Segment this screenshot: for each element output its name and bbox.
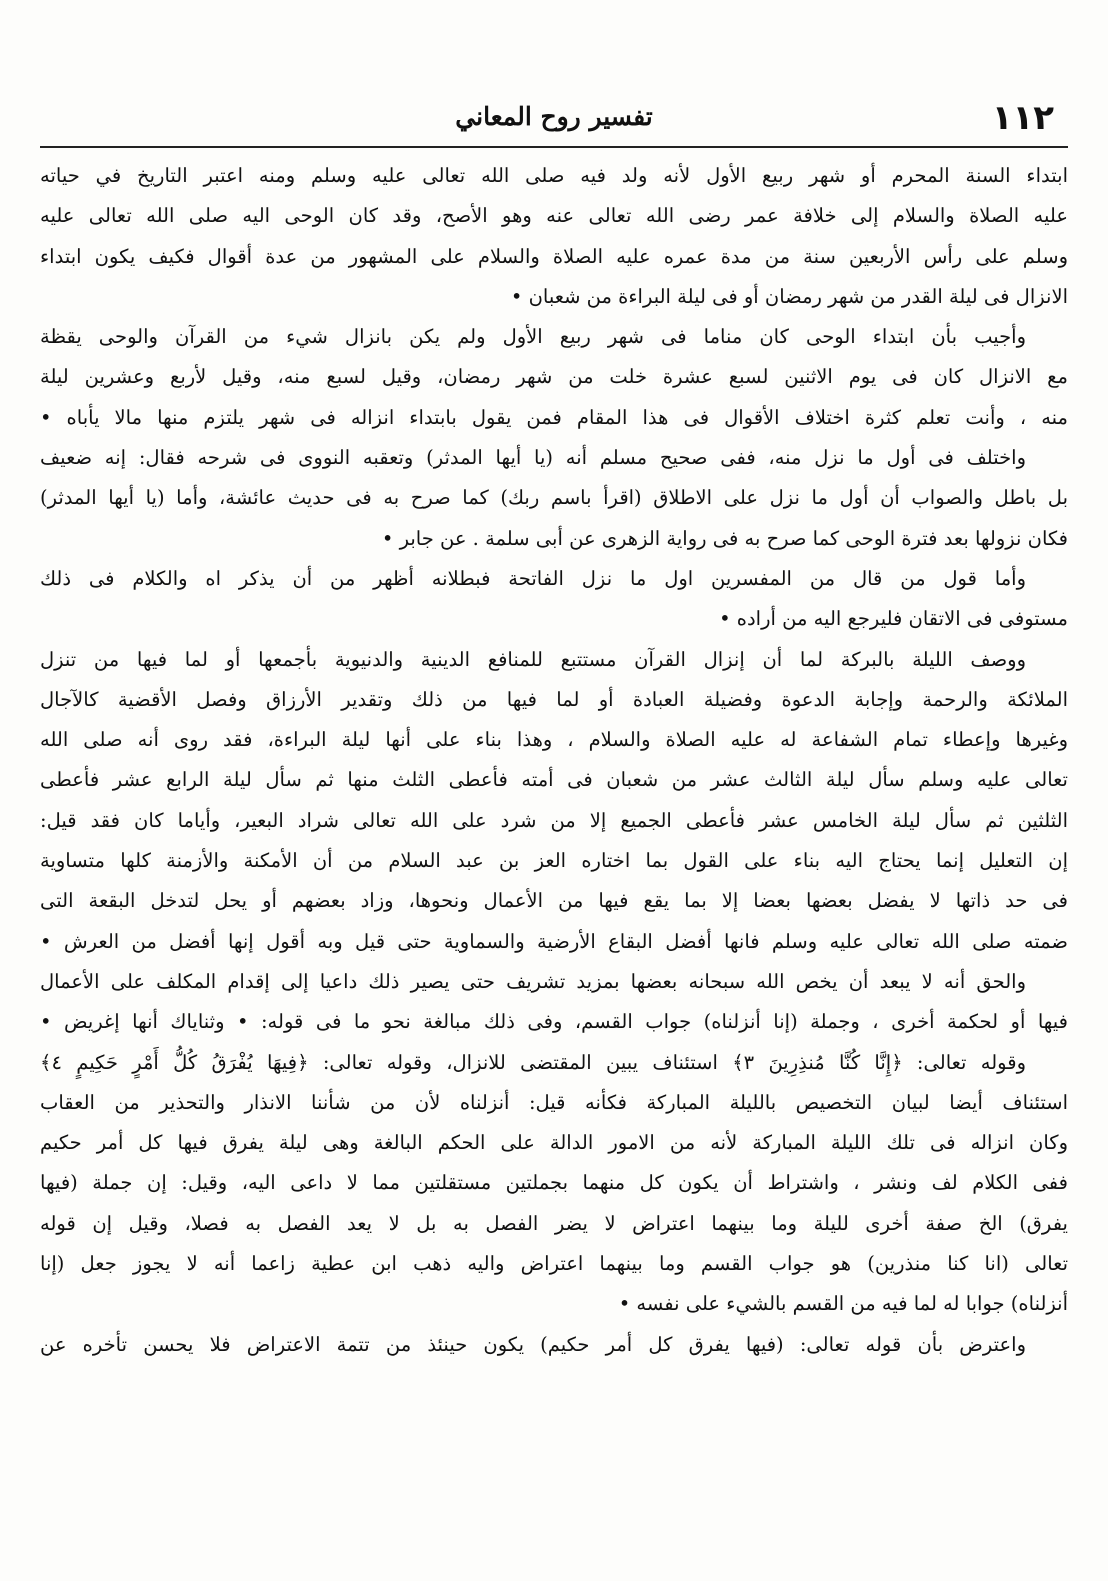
- text-line: وكان انزاله فى تلك الليلة المباركة لأنه من الامور الدالة على الحكم البالغة وهى ليلة يفرق فيها كل أمر حكيم: [40, 1131, 1068, 1155]
- text-line: الثلثين ثم سأل ليلة الخامس عشر فأعطى الجميع إلا من شرد على الله تعالى شراد البعير، وأياما كان فقد قيل:: [40, 808, 1068, 832]
- text-line: فى حد ذاتها لا يفضل بعضها بعضا إلا بما يقع فيها من الأعمال ونحوها، وزاد بعضهم أو يحل لتدخل البقعة التى: [40, 889, 1068, 913]
- header-rule: [40, 146, 1068, 148]
- body-text: [40, 156, 1068, 1365]
- text-line: تعالى عليه وسلم سأل ليلة الثالث عشر من شعبان فى أمته فأعطى الثلث منها ثم سأل ليلة الرابع عشر فأعطى: [40, 768, 1068, 792]
- text-line: ابتداء السنة المحرم أو شهر ربيع الأول لأنه ولد فيه صلى الله تعالى عليه وسلم ومنه اعتبر التاريخ في حياته: [40, 164, 1068, 187]
- text-line: ضمته صلى الله تعالى عليه وسلم فانها أفضل البقاع الأرضية والسماوية حتى قيل وبه أقول إنها أفضل من العرش •: [40, 929, 1068, 953]
- text-line: بل باطل والصواب أن أول ما نزل على الاطلاق (اقرأ باسم ربك) كما صرح به فى حديث عائشة، وأما (يا أيها المدثر): [40, 486, 1068, 510]
- page-header: [40, 96, 1068, 146]
- text-line: ففى الكلام لف ونشر ، واشتراط أن يكون كل منهما بجملتين مستقلتين مما لا داعى اليه، وقيل: إن جملة (فيها: [40, 1171, 1068, 1195]
- text-line: فكان نزولها بعد فترة الوحى كما صرح به فى رواية الزهرى عن أبى سلمة . عن جابر •: [381, 526, 1068, 550]
- text-line: وأما قول من قال من المفسرين اول ما نزل الفاتحة فبطلانه أظهر من أن يذكر اه والكلام فى ذلك: [40, 566, 1026, 590]
- page-number: ١١٢: [991, 98, 1054, 138]
- text-line: واختلف فى أول ما نزل منه، ففى صحيح مسلم أنه (يا أيها المدثر) وتعقبه النووى فى شرحه فقال: إنه ضعيف: [40, 446, 1026, 470]
- text-line: واعترض بأن قوله تعالى: (فيها يفرق كل أمر حكيم) يكون حينئذ من تتمة الاعتراض فلا يحسن تأخره عن: [40, 1332, 1026, 1356]
- text-line: مستوفى فى الاتقان فليرجع اليه من أراده •: [719, 607, 1068, 631]
- text-line: تعالى (انا كنا منذرين) هو جواب القسم وما بينهما اعتراض واليه ذهب ابن عطية زاعما أنه لا يجوز جعل (إنا: [40, 1252, 1068, 1276]
- text-line: وغيرها وإعطاء تمام الشفاعة له عليه الصلاة والسلام ، وهذا بناء على أنها ليلة البراءة، فقد روى أنه صلى الله: [40, 728, 1068, 752]
- text-line: عليه الصلاة والسلام إلى خلافة عمر رضى الله تعالى عنه وهو الأصح، وقد كان الوحى اليه صلى الله تعالى عليه: [40, 204, 1068, 228]
- text-line: أنزلناه) جوابا له لما فيه من القسم بالشيء على نفسه •: [618, 1292, 1068, 1316]
- text-line: استئناف أيضا لبيان التخصيص بالليلة المباركة فكأنه قيل: أنزلناه لأن من شأننا الانذار والتحذير من العقاب: [40, 1090, 1068, 1114]
- text-line: وسلم على رأس الأربعين سنة من مدة عمره عليه الصلاة والسلام على المشهور من عدة أقوال فكيف يكون ابتداء: [40, 244, 1068, 268]
- text-line: وقوله تعالى: ﴿إِنَّا كُنَّا مُنذِرِينَ ٣﴾ استئناف يبين المقتضى للانزال، وقوله تعالى: ﴿فِيهَا يُفْرَقُ كُلُّ أَمْرٍ حَكِيمٍ ٤﴾: [40, 1050, 1026, 1074]
- text-line: منه ، وأنت تعلم كثرة اختلاف الأقوال فى هذا المقام فمن يقول بابتداء انزاله فى شهر يلتزم منها مالا يأباه •: [40, 405, 1068, 429]
- text-line: إن التعليل إنما يحتاج اليه بناء على القول بما اختاره العز بن عبد السلام من أن الأمكنة والأزمنة كلها متساوية: [40, 849, 1068, 873]
- text-line: ووصف الليلة بالبركة لما أن إنزال القرآن مستتبع للمنافع الدينية والدنيوية بأجمعها أو لما فيها من تنزل: [40, 647, 1026, 671]
- text-line: والحق أنه لا يبعد أن يخص الله سبحانه بعضها بمزيد تشريف حتى يصير ذلك داعيا إلى إقدام المكلف على الأعمال: [40, 969, 1027, 993]
- text-line: الملائكة والرحمة وإجابة الدعوة وفضيلة العبادة أو لما فيها من ذلك وتقدير الأرزاق وفصل الأقضية كالآجال: [40, 687, 1068, 711]
- text-line: مع الانزال كان فى يوم الاثنين لسبع عشرة خلت من شهر رمضان، وقيل لسبع منه، وقيل لأربع وعشرين ليلة: [40, 365, 1068, 389]
- text-line: فيها أو لحكمة أخرى ، وجملة (إنا أنزلناه) جواب القسم، وفى ذلك مبالغة نحو ما فى قوله: • وثناياك أنها إغريض •: [40, 1010, 1068, 1034]
- running-title: تفسير روح المعاني: [455, 102, 653, 131]
- text-line: يفرق) الخ صفة أخرى لليلة وما بينهما اعتراض لا يضر الفصل به بل لا يعد الفصل به فصلا، وقيل إن قوله: [40, 1211, 1068, 1235]
- text-line: وأجيب بأن ابتداء الوحى كان مناما فى شهر ربيع الأول ولم يكن بانزال شيء من القرآن والوحى يقظة: [40, 325, 1026, 349]
- text-line: الانزال فى ليلة القدر من شهر رمضان أو فى ليلة البراءة من شعبان •: [510, 284, 1068, 308]
